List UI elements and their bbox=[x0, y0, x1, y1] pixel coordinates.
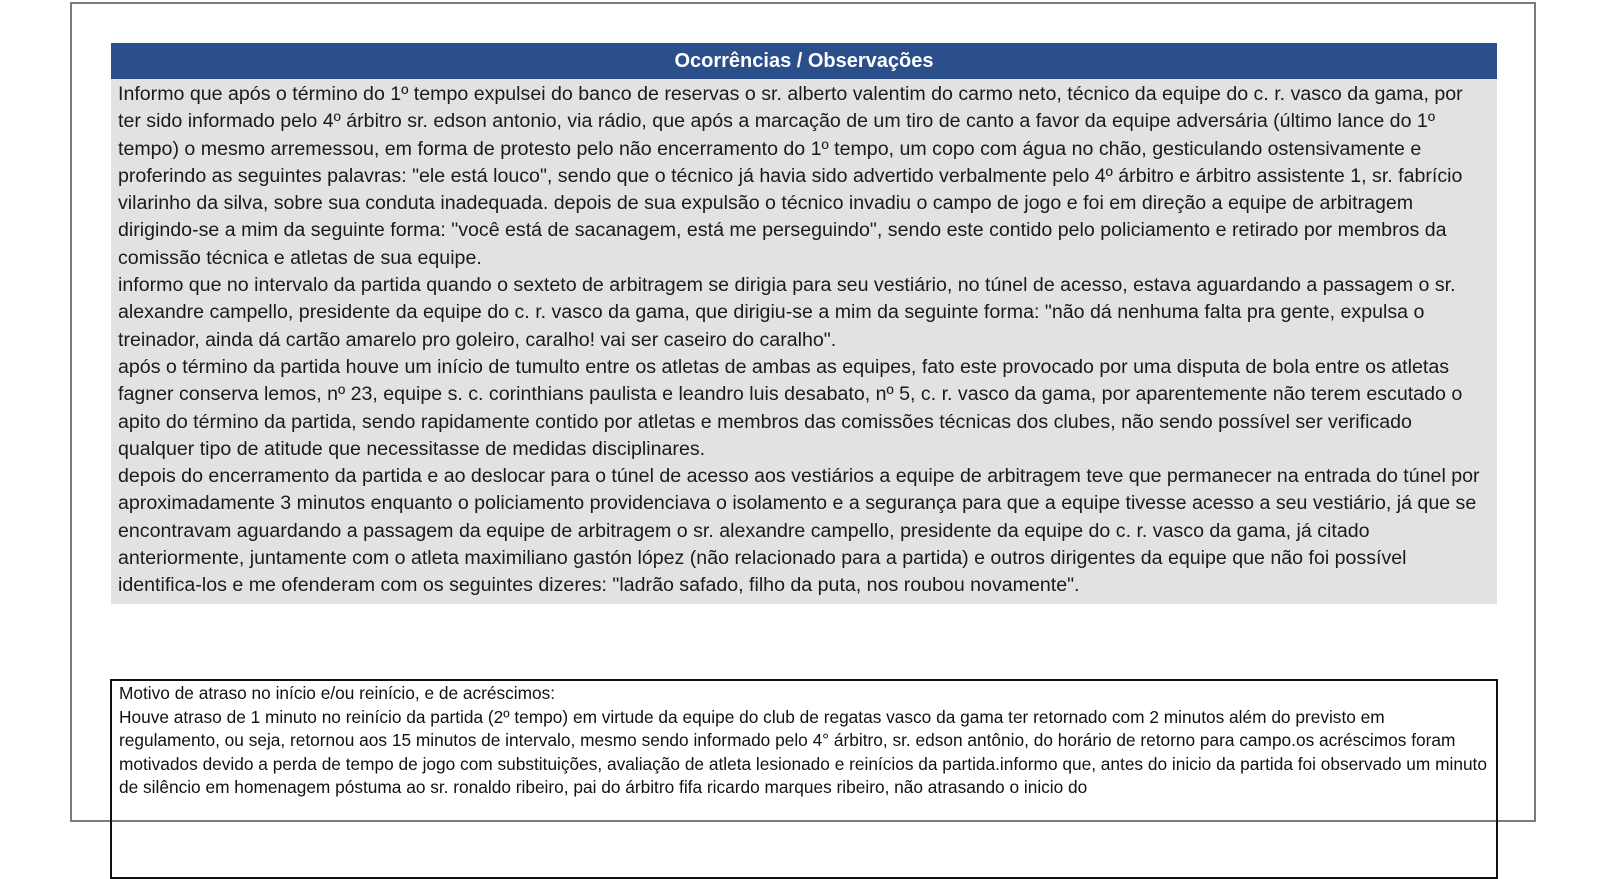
occurrences-title: Ocorrências / Observações bbox=[111, 43, 1497, 79]
delay-reason-label: Motivo de atraso no início e/ou reinício, e de acréscimos: bbox=[119, 683, 556, 703]
occurrence-paragraph: Informo que após o término do 1º tempo expulsei do banco de reservas o sr. alberto valentim do carmo neto, técnico da equipe do c. r. vasco da gama, por ter sido informado pelo 4º árbitro sr. edson antonio, via rádio, que após a marcação de um tiro de canto a favor da equipe adversária (último lance do 1º tempo) o mesmo arremessou, em forma de protesto pelo não encerramento do 1º tempo, um copo com água no chão, gesticulando ostensivamente e proferindo as seguintes palavras: "ele está louco", sendo que o técnico já havia sido advertido verbalmente pelo 4º árbitro e árbitro assistente 1, sr. fabrício vilarinho da silva, sobre sua conduta inadequada. depois de sua expulsão o técnico invadiu o campo de jogo e foi em direção a equipe de arbitragem dirigindo-se a mim da seguinte forma: "você está de sacanagem, está me perseguindo", sendo este contido pelo policiamento e retirado por membros da comissão técnica e atletas de sua equipe. bbox=[118, 83, 1463, 269]
occurrences-section bbox=[111, 43, 1497, 604]
occurrence-paragraph: depois do encerramento da partida e ao deslocar para o túnel de acesso aos vestiários a equipe de arbitragem teve que permanecer na entrada do túnel por aproximadamente 3 minutos enquanto o policiamento providenciava o isolamento e a segurança para que a equipe tivesse acesso a seu vestiário, já que se encontravam aguardando a passagem da equipe de arbitragem o sr. alexandre campello, presidente da equipe do c. r. vasco da gama, já citado anteriormente, juntamente com o atleta maximiliano gastón lópez (não relacionado para a partida) e outros dirigentes da equipe que não foi possível identifica-los e me ofenderam com os seguintes dizeres: "ladrão safado, filho da puta, nos roubou novamente". bbox=[118, 465, 1480, 597]
occurrences-body bbox=[111, 79, 1497, 604]
occurrence-paragraph: após o término da partida houve um início de tumulto entre os atletas de ambas as equipes, fato este provocado por uma disputa de bola entre os atletas fagner conserva lemos, nº 23, equipe s. c. corinthians paulista e leandro luis desabato, nº 5, c. r. vasco da gama, por aparentemente não terem escutado o apito do término da partida, sendo rapidamente contido por atletas e membros das comissões técnicas dos clubes, não sendo possível ser verificado qualquer tipo de atitude que necessitasse de medidas disciplinares. bbox=[118, 355, 1463, 460]
delay-reason-box bbox=[110, 679, 1498, 879]
delay-reason-text: Houve atraso de 1 minuto no reinício da partida (2º tempo) em virtude da equipe do club de regatas vasco da gama ter retornado com 2 minutos além do previsto em regulamento, ou seja, retornou aos 15 minutos de intervalo, mesmo sendo informado pelo 4° árbitro, sr. edson antônio, do horário de retorno para campo.os acréscimos foram motivados devido a perda de tempo de jogo com substituições, avaliação de atleta lesionado e reinícios da partida.informo que, antes do inicio da partida foi observado um minuto de silêncio em homenagem póstuma ao sr. ronaldo ribeiro, pai do árbitro fifa ricardo marques ribeiro, não atrasando o inicio do bbox=[119, 706, 1487, 798]
occurrence-paragraph: informo que no intervalo da partida quando o sexteto de arbitragem se dirigia para seu vestiário, no túnel de acesso, estava aguardando a passagem o sr. alexandre campello, presidente da equipe do c. r. vasco da gama, que dirigiu-se a mim da seguinte forma: "não dá nenhuma falta pra gente, expulsa o treinador, ainda dá cartão amarelo pro goleiro, caralho! vai ser caseiro do caralho". bbox=[118, 274, 1456, 351]
